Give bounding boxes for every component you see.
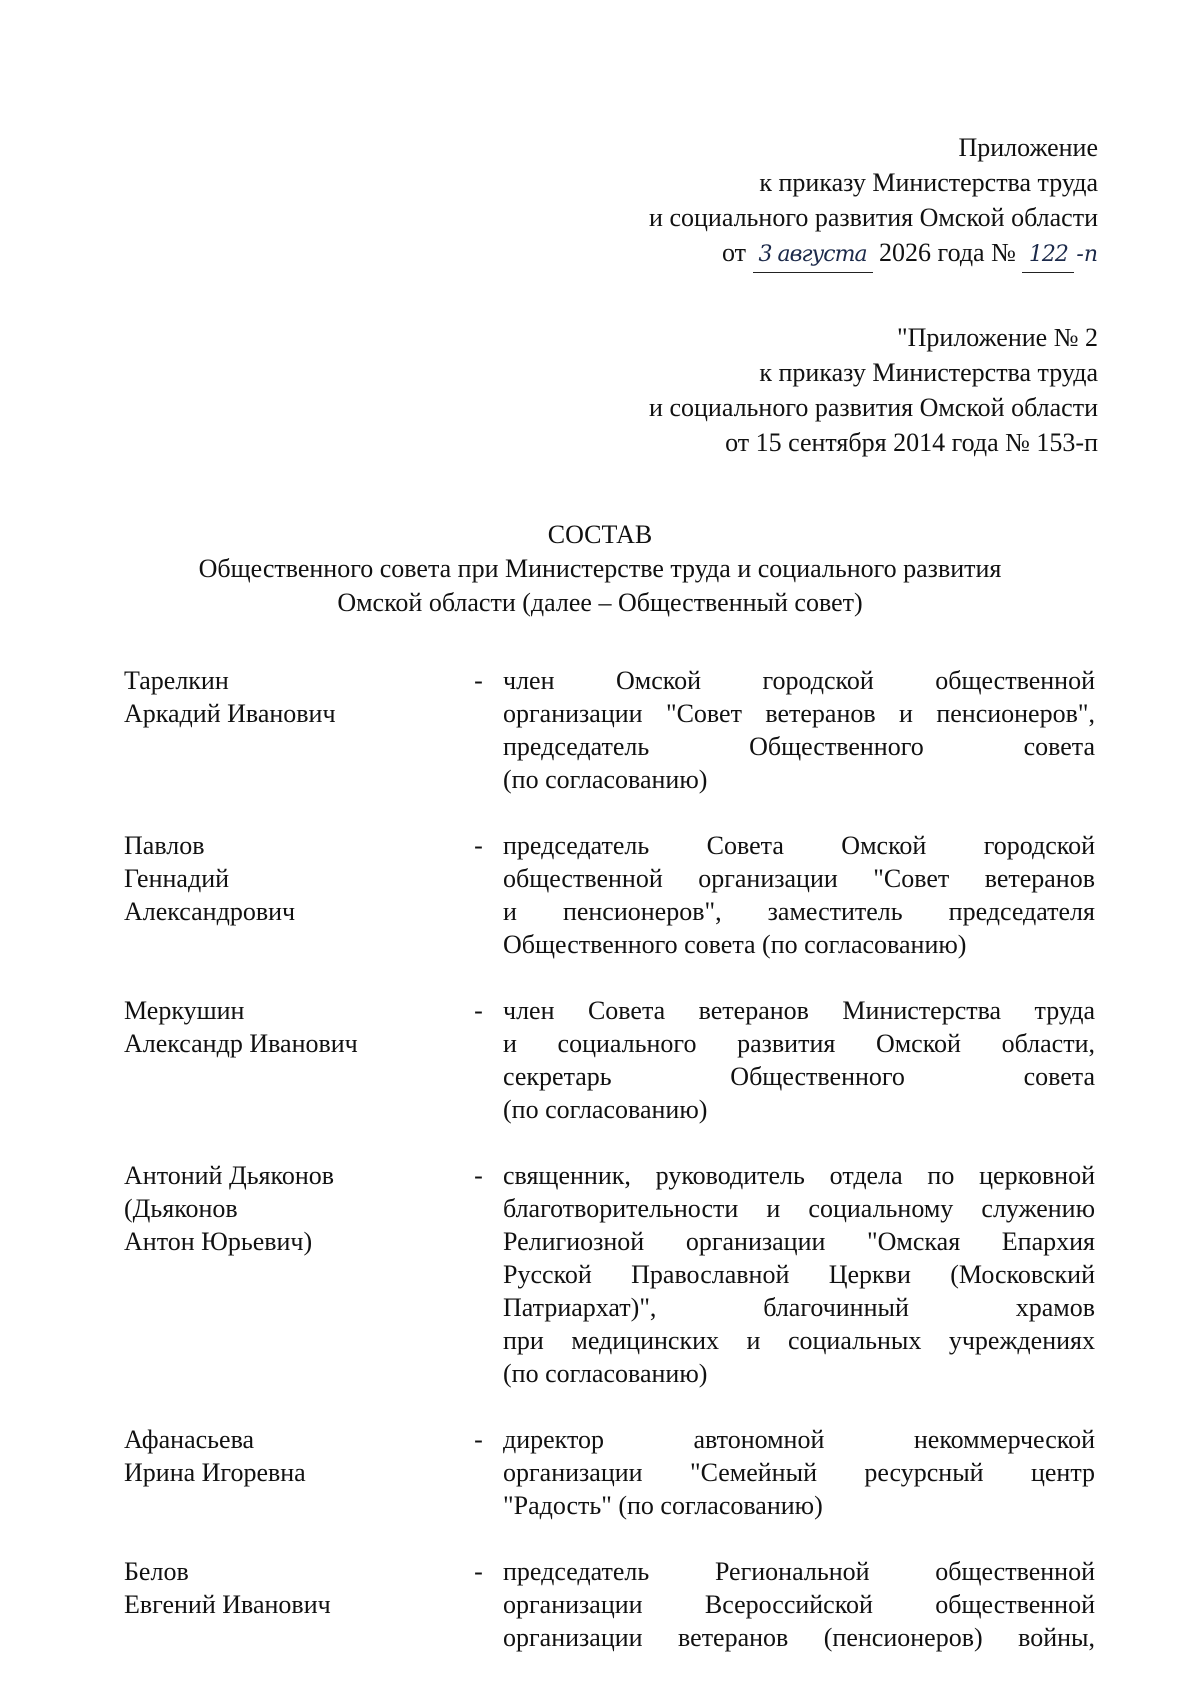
member-description-line: организации "Семейный ресурсный центр bbox=[503, 1458, 1095, 1487]
appendix-2-line: и социального развития Омской области bbox=[649, 393, 1098, 422]
member-description-line: Общественного совета (по согласованию) bbox=[503, 930, 967, 959]
member-description-line: благотворительности и социальному служению bbox=[503, 1194, 1095, 1223]
member-name: Тарелкин Аркадий Иванович bbox=[124, 666, 336, 728]
appendix-2-line: от 15 сентября 2014 года № 153-п bbox=[725, 428, 1098, 457]
appendix-2-line: "Приложение № 2 bbox=[897, 323, 1098, 352]
member-name: Меркушин Александр Иванович bbox=[124, 996, 358, 1058]
member-description-line: общественной организации "Совет ветеранов bbox=[503, 864, 1095, 893]
member-description-line: (по согласованию) bbox=[503, 1095, 708, 1124]
member-description bbox=[503, 829, 1095, 961]
member-description-line: и социального развития Омской области, bbox=[503, 1029, 1095, 1058]
member-description-line: (по согласованию) bbox=[503, 1359, 708, 1388]
member-row bbox=[124, 1159, 1099, 1390]
appendix-2-line: к приказу Министерства труда bbox=[759, 358, 1098, 387]
member-name: Павлов Геннадий Александрович bbox=[124, 831, 296, 926]
appendix-line: и социального развития Омской области bbox=[649, 203, 1098, 232]
member-description-line: секретарь Общественного совета bbox=[503, 1062, 1095, 1091]
member-name: Белов Евгений Иванович bbox=[124, 1557, 331, 1619]
handwritten-number: 122 bbox=[1028, 242, 1068, 267]
member-description-line: организации "Совет ветеранов и пенсионеров", bbox=[503, 699, 1095, 728]
member-dash: - bbox=[474, 1161, 483, 1190]
member-description-line: директор автономной некоммерческой bbox=[503, 1425, 1095, 1454]
member-dash: - bbox=[474, 666, 483, 695]
members-list bbox=[124, 664, 1099, 1687]
member-description-line: Русской Православной Церкви (Московский bbox=[503, 1260, 1095, 1289]
member-dash: - bbox=[474, 1557, 483, 1586]
member-description-line: организации Всероссийской общественной bbox=[503, 1590, 1095, 1619]
handwritten-number-field bbox=[1022, 235, 1074, 273]
member-description-line: Патриархат)", благочинный храмов bbox=[503, 1293, 1095, 1322]
member-description bbox=[503, 664, 1095, 796]
date-prefix: от bbox=[722, 238, 747, 267]
member-description-line: член Совета ветеранов Министерства труда bbox=[503, 996, 1095, 1025]
handwritten-date-field bbox=[753, 235, 873, 273]
member-name: Антоний Дьяконов (Дьяконов Антон Юрьевич) bbox=[124, 1161, 335, 1256]
title-line: Общественного совета при Министерстве труда и социального развития bbox=[198, 554, 1002, 583]
member-description-line: Религиозной организации "Омская Епархия bbox=[503, 1227, 1095, 1256]
member-row bbox=[124, 664, 1099, 796]
handwritten-number-suffix: -п bbox=[1076, 242, 1098, 267]
title-line: Омской области (далее – Общественный совет) bbox=[337, 588, 863, 617]
member-description bbox=[503, 1555, 1095, 1654]
document-title bbox=[0, 518, 1200, 620]
appendix-header bbox=[649, 130, 1098, 273]
member-description-line: и пенсионеров", заместитель председателя bbox=[503, 897, 1095, 926]
appendix-line: Приложение bbox=[958, 133, 1098, 162]
member-description-line: священник, руководитель отдела по церковной bbox=[503, 1161, 1095, 1190]
year-text: 2026 года № bbox=[879, 238, 1016, 267]
member-description-line: (по согласованию) bbox=[503, 765, 708, 794]
member-description-line: председатель Региональной общественной bbox=[503, 1557, 1095, 1586]
member-row bbox=[124, 829, 1099, 961]
member-description-line: председатель Общественного совета bbox=[503, 732, 1095, 761]
appendix-line: к приказу Министерства труда bbox=[759, 168, 1098, 197]
member-description bbox=[503, 1159, 1095, 1390]
appendix-2-header bbox=[649, 320, 1098, 460]
member-description-line: председатель Совета Омской городской bbox=[503, 831, 1095, 860]
appendix-date-line bbox=[649, 235, 1098, 273]
member-description bbox=[503, 994, 1095, 1126]
member-row bbox=[124, 994, 1099, 1126]
member-description bbox=[503, 1423, 1095, 1522]
member-description-line: член Омской городской общественной bbox=[503, 666, 1095, 695]
member-dash: - bbox=[474, 1425, 483, 1454]
member-description-line: при медицинских и социальных учреждениях bbox=[503, 1326, 1095, 1355]
title-heading: СОСТАВ bbox=[547, 520, 653, 549]
handwritten-date: 3 августа bbox=[758, 242, 867, 267]
member-description-line: организации ветеранов (пенсионеров) войны, bbox=[503, 1623, 1095, 1652]
member-name: Афанасьева Ирина Игоревна bbox=[124, 1425, 306, 1487]
member-description-line: "Радость" (по согласованию) bbox=[503, 1491, 823, 1520]
member-dash: - bbox=[474, 996, 483, 1025]
member-row bbox=[124, 1555, 1099, 1654]
member-dash: - bbox=[474, 831, 483, 860]
member-row bbox=[124, 1423, 1099, 1522]
